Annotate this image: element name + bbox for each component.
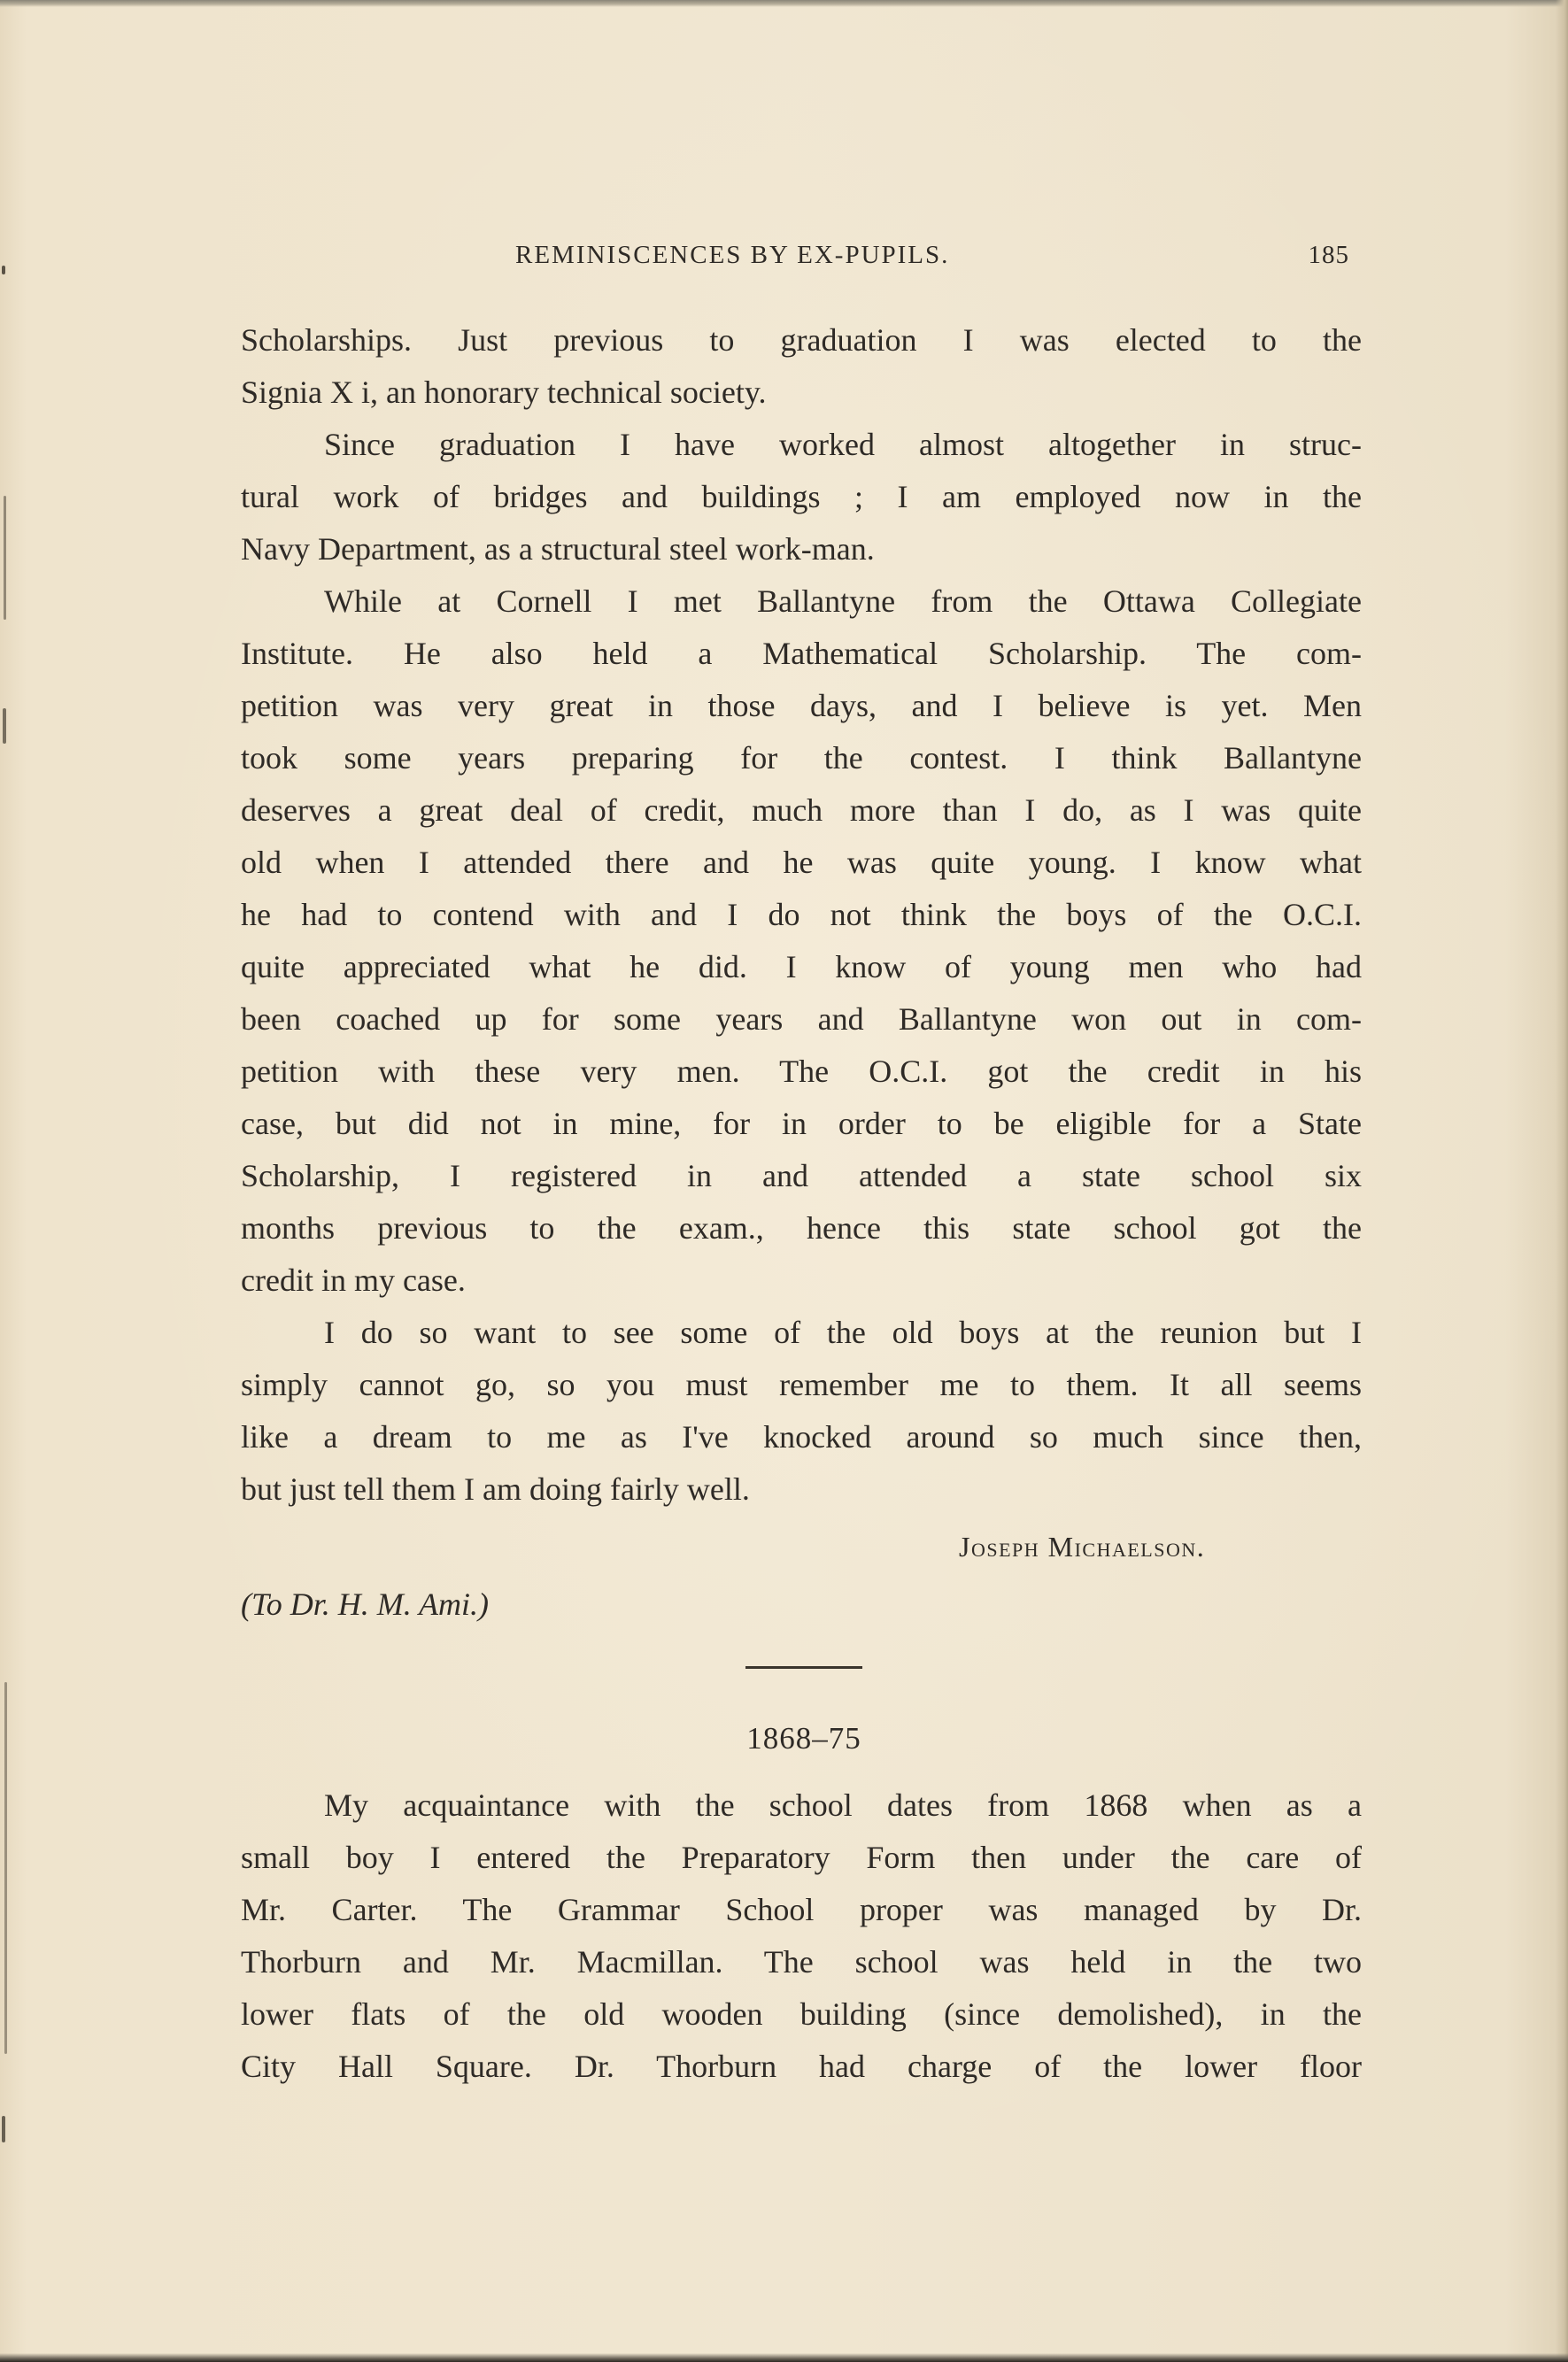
binding-mark (2, 2116, 5, 2142)
section-divider (745, 1666, 862, 1669)
text-line: Signia X i, an honorary technical society. (241, 374, 767, 410)
text-line: Scholarships. Just previous to graduation I was elected to the (241, 322, 1362, 358)
text-line: but just tell them I am doing fairly well. (241, 1471, 750, 1507)
text-line: City Hall Square. Dr. Thorburn had charge of the lower floor (241, 2049, 1362, 2084)
text-line: Scholarship, I registered in and attended a state school six (241, 1158, 1362, 1193)
text-line: took some years preparing for the contest. I think Ballantyne (241, 740, 1362, 776)
text-line: tural work of bridges and buildings ; I am employed now in the (241, 479, 1362, 514)
addressee-text: (To Dr. H. M. Ami.) (241, 1586, 490, 1622)
text-line: petition with these very men. The O.C.I. got the credit in his (241, 1054, 1362, 1089)
text-line: he had to contend with and I do not think the boys of the O.C.I. (241, 897, 1362, 932)
text-line: been coached up for some years and Ballantyne won out in com- (241, 1001, 1362, 1037)
text-line: case, but did not in mine, for in order to be eligible for a State (241, 1106, 1362, 1141)
binding-mark (4, 496, 6, 620)
page-bottom-edge (0, 2353, 1568, 2362)
page-number: 185 (1308, 241, 1349, 269)
text-line: Since graduation I have worked almost altogether in struc- (324, 427, 1362, 462)
binding-mark (2, 266, 5, 274)
text-line: lower flats of the old wooden building (since demolished), in the (241, 1996, 1362, 2032)
text-line: Thorburn and Mr. Macmillan. The school was held in the two (241, 1944, 1362, 1980)
running-head (239, 241, 1349, 276)
text-line: like a dream to me as I've knocked around so much since then, (241, 1419, 1362, 1455)
text-line: small boy I entered the Preparatory Form then under the care of (241, 1840, 1362, 1875)
text-line: quite appreciated what he did. I know of young men who had (241, 949, 1362, 984)
binding-mark (3, 708, 6, 744)
text-line: My acquaintance with the school dates from 1868 when as a (324, 1787, 1362, 1823)
text-line: simply cannot go, so you must remember me to them. It all seems (241, 1367, 1362, 1402)
section-heading: 1868–75 (746, 1721, 861, 1756)
signature: Joseph Michaelson. (959, 1531, 1206, 1563)
text-line: credit in my case. (241, 1262, 466, 1298)
text-line: Institute. He also held a Mathematical Scholarship. The com- (241, 636, 1362, 671)
text-line: petition was very great in those days, and I believe is yet. Men (241, 688, 1362, 723)
addressee (241, 1583, 489, 1625)
page-top-edge (0, 0, 1568, 7)
text-line: I do so want to see some of the old boys at the reunion but I (324, 1315, 1362, 1350)
page-right-edge (1556, 0, 1568, 2362)
text-line: deserves a great deal of credit, much more than I do, as I was quite (241, 792, 1362, 828)
binding-mark (4, 1682, 7, 2054)
text-line: months previous to the exam., hence this state school got the (241, 1210, 1362, 1246)
text-line: While at Cornell I met Ballantyne from the Ottawa Collegiate (324, 583, 1362, 619)
text-line: Navy Department, as a structural steel work-man. (241, 531, 875, 567)
text-line: Mr. Carter. The Grammar School proper was managed by Dr. (241, 1892, 1362, 1927)
text-line: old when I attended there and he was quite young. I know what (241, 845, 1362, 880)
running-head-title: REMINISCENCES BY EX-PUPILS. (515, 241, 950, 269)
